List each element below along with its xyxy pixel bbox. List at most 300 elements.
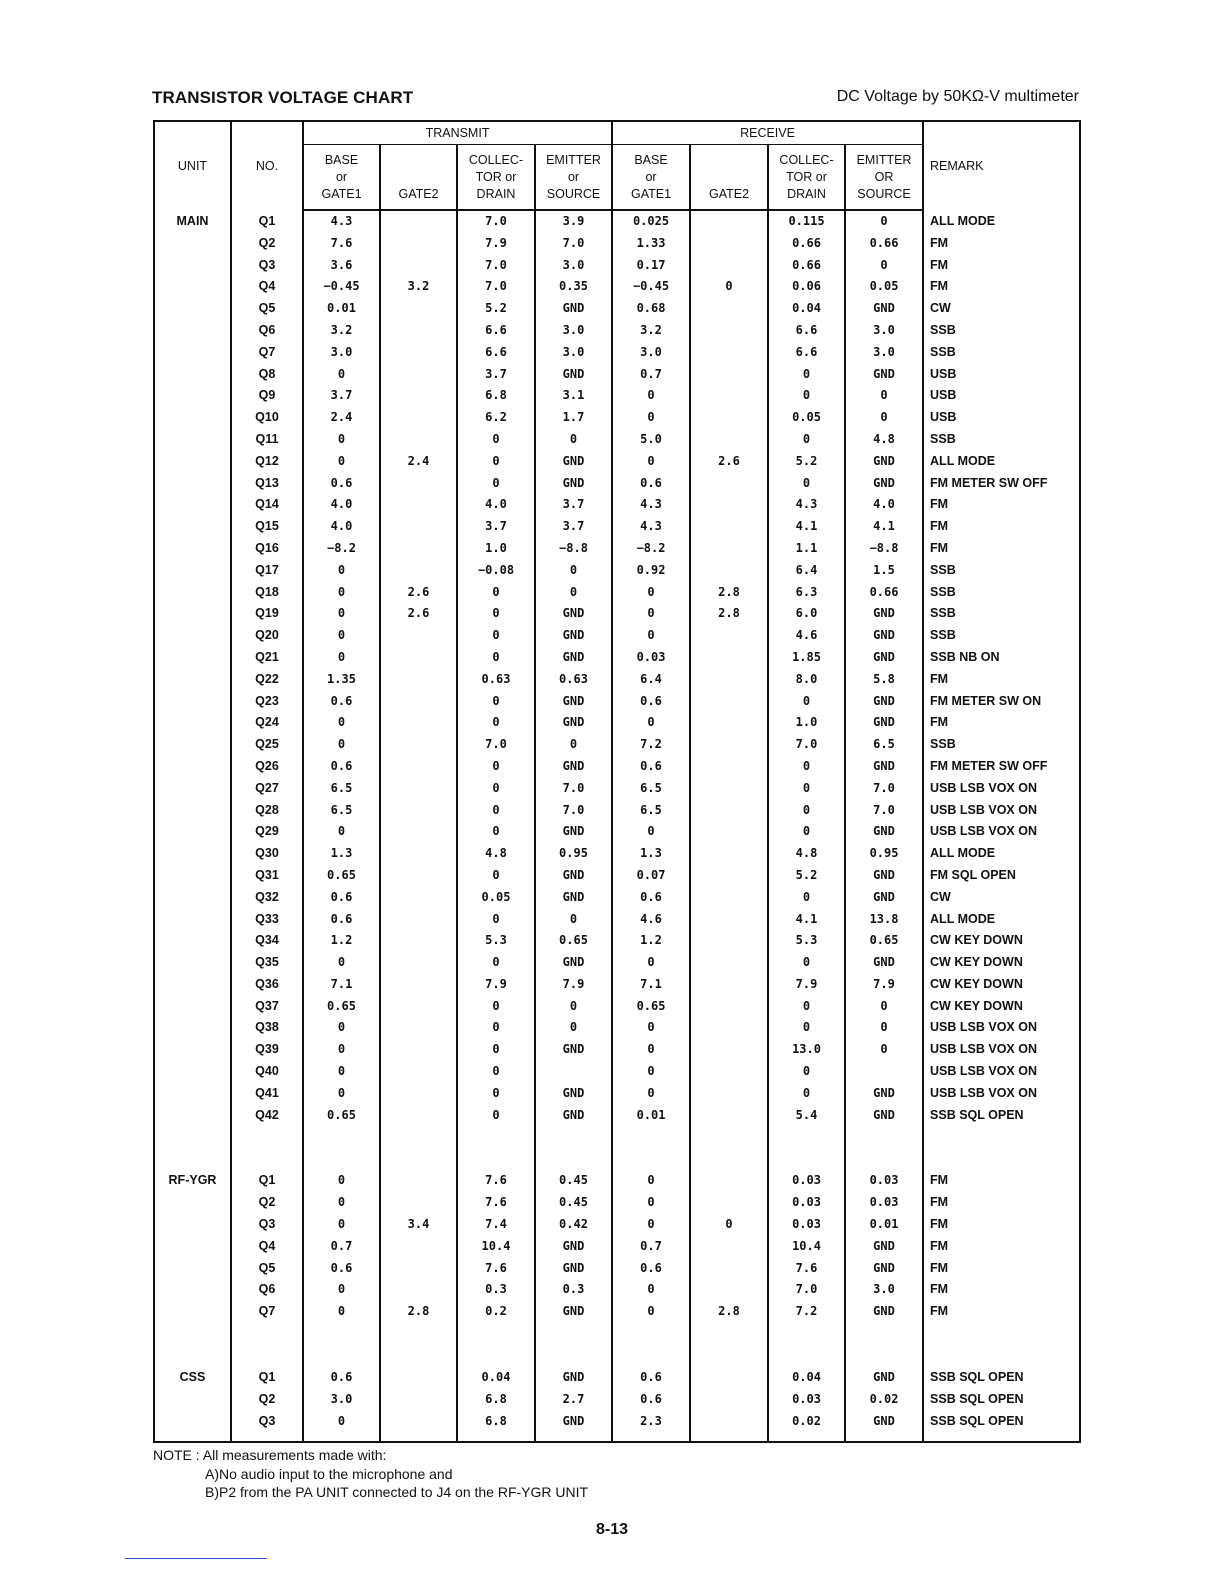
tx-collector: 5.3 <box>457 930 535 952</box>
rx-emitter: GND <box>845 647 923 669</box>
rx-base: 1.3 <box>612 843 690 865</box>
tx-gate2 <box>380 756 457 778</box>
unit-cell <box>154 887 231 909</box>
rx-collector: 6.0 <box>768 603 845 625</box>
tx-collector: 7.6 <box>457 1258 535 1280</box>
rx-base: 0.07 <box>612 865 690 887</box>
tx-gate2 <box>380 1105 457 1127</box>
header-receive: RECEIVE <box>612 121 923 145</box>
table-row <box>154 952 1080 974</box>
tx-base: 0 <box>303 712 380 734</box>
transistor-no: Q25 <box>231 734 303 756</box>
header-no: NO. <box>231 121 303 210</box>
tx-collector: 0 <box>457 1039 535 1061</box>
tx-collector: 6.8 <box>457 1411 535 1442</box>
table-row <box>154 233 1080 255</box>
rx-base: 0.68 <box>612 298 690 320</box>
tx-emitter: GND <box>535 1039 612 1061</box>
unit-cell <box>154 385 231 407</box>
remark-cell: CW KEY DOWN <box>923 952 1080 974</box>
rx-emitter: GND <box>845 887 923 909</box>
rx-collector: 0 <box>768 691 845 713</box>
tx-gate2: 2.4 <box>380 451 457 473</box>
remark-cell: SSB <box>923 734 1080 756</box>
rx-collector: 0.03 <box>768 1192 845 1214</box>
empty-cell <box>612 1126 690 1170</box>
tx-base: 0.01 <box>303 298 380 320</box>
rx-collector: 7.6 <box>768 1258 845 1280</box>
tx-emitter: GND <box>535 647 612 669</box>
rx-base: 4.3 <box>612 516 690 538</box>
remark-cell: USB <box>923 385 1080 407</box>
rx-collector: 7.2 <box>768 1301 845 1323</box>
rx-gate2 <box>690 429 768 451</box>
rx-gate2 <box>690 778 768 800</box>
rx-gate2: 2.6 <box>690 451 768 473</box>
transistor-no: Q39 <box>231 1039 303 1061</box>
tx-base: 0.6 <box>303 691 380 713</box>
rx-base: 0.17 <box>612 255 690 277</box>
remark-cell: USB LSB VOX ON <box>923 1061 1080 1083</box>
rx-base: 0 <box>612 385 690 407</box>
tx-emitter: 3.7 <box>535 516 612 538</box>
remark-cell: FM <box>923 494 1080 516</box>
tx-emitter: 0.45 <box>535 1192 612 1214</box>
rx-base: 0 <box>612 1279 690 1301</box>
tx-collector: 0 <box>457 625 535 647</box>
unit-cell <box>154 930 231 952</box>
tx-base: 0.7 <box>303 1236 380 1258</box>
tx-gate2 <box>380 385 457 407</box>
rx-base: 0.7 <box>612 364 690 386</box>
unit-cell <box>154 996 231 1018</box>
note-heading: NOTE : All measurements made with: <box>153 1447 387 1463</box>
rx-emitter: 0.66 <box>845 233 923 255</box>
transistor-no: Q4 <box>231 1236 303 1258</box>
tx-collector: 0 <box>457 756 535 778</box>
rx-base: 0 <box>612 1301 690 1323</box>
tx-emitter: GND <box>535 451 612 473</box>
unit-cell <box>154 407 231 429</box>
remark-cell: FM <box>923 669 1080 691</box>
remark-cell: FM <box>923 276 1080 298</box>
rx-collector: 7.9 <box>768 974 845 996</box>
tx-emitter: −8.8 <box>535 538 612 560</box>
rx-collector: 0.02 <box>768 1411 845 1442</box>
tx-base: 0 <box>303 429 380 451</box>
tx-emitter: 0.42 <box>535 1214 612 1236</box>
tx-collector: 6.8 <box>457 385 535 407</box>
tx-base: 0.65 <box>303 996 380 1018</box>
spacer-row <box>154 1126 1080 1170</box>
table-row <box>154 494 1080 516</box>
tx-emitter: GND <box>535 473 612 495</box>
table-row <box>154 778 1080 800</box>
rx-collector: 0.04 <box>768 1367 845 1389</box>
tx-base: 3.0 <box>303 1389 380 1411</box>
rx-gate2 <box>690 1258 768 1280</box>
rx-gate2: 2.8 <box>690 1301 768 1323</box>
unit-cell <box>154 778 231 800</box>
unit-cell <box>154 473 231 495</box>
rx-gate2: 0 <box>690 276 768 298</box>
tx-emitter: 3.0 <box>535 320 612 342</box>
unit-cell <box>154 909 231 931</box>
remark-cell: ALL MODE <box>923 843 1080 865</box>
tx-gate2 <box>380 1367 457 1389</box>
transistor-no: Q40 <box>231 1061 303 1083</box>
tx-base: 6.5 <box>303 778 380 800</box>
tx-emitter: GND <box>535 1301 612 1323</box>
tx-collector: 0 <box>457 603 535 625</box>
rx-gate2 <box>690 1083 768 1105</box>
rx-gate2 <box>690 1017 768 1039</box>
remark-cell: ALL MODE <box>923 909 1080 931</box>
unit-cell <box>154 865 231 887</box>
tx-emitter: 0 <box>535 734 612 756</box>
remark-cell: FM <box>923 1279 1080 1301</box>
tx-base: 0.65 <box>303 1105 380 1127</box>
rx-emitter: 0.65 <box>845 930 923 952</box>
tx-base: 0.6 <box>303 887 380 909</box>
unit-cell: MAIN <box>154 210 231 233</box>
tx-base: −0.45 <box>303 276 380 298</box>
rx-emitter: GND <box>845 473 923 495</box>
tx-collector: 0.04 <box>457 1367 535 1389</box>
tx-gate2 <box>380 778 457 800</box>
rx-emitter: 0.95 <box>845 843 923 865</box>
table-row <box>154 865 1080 887</box>
tx-base: 7.6 <box>303 233 380 255</box>
tx-gate2 <box>380 821 457 843</box>
transistor-no: Q37 <box>231 996 303 1018</box>
unit-cell <box>154 843 231 865</box>
transistor-no: Q10 <box>231 407 303 429</box>
transistor-no: Q3 <box>231 1214 303 1236</box>
rx-base: 3.0 <box>612 342 690 364</box>
table-row <box>154 930 1080 952</box>
tx-emitter: GND <box>535 887 612 909</box>
rx-collector: 0.66 <box>768 233 845 255</box>
unit-cell <box>154 429 231 451</box>
transistor-no: Q34 <box>231 930 303 952</box>
remark-cell: SSB SQL OPEN <box>923 1411 1080 1442</box>
rx-base: 0 <box>612 451 690 473</box>
unit-cell <box>154 516 231 538</box>
remark-cell: FM METER SW OFF <box>923 473 1080 495</box>
tx-base: 0.6 <box>303 1367 380 1389</box>
rx-gate2 <box>690 909 768 931</box>
transistor-no: Q17 <box>231 560 303 582</box>
table-row <box>154 1105 1080 1127</box>
tx-gate2 <box>380 887 457 909</box>
rx-gate2 <box>690 385 768 407</box>
rx-gate2 <box>690 1170 768 1192</box>
remark-cell: CW <box>923 887 1080 909</box>
unit-cell <box>154 1061 231 1083</box>
rx-collector: 0.03 <box>768 1389 845 1411</box>
tx-emitter: GND <box>535 865 612 887</box>
rx-collector: 1.0 <box>768 712 845 734</box>
rx-gate2 <box>690 756 768 778</box>
unit-cell <box>154 1411 231 1442</box>
unit-cell <box>154 342 231 364</box>
table-row <box>154 1389 1080 1411</box>
rx-base: 1.33 <box>612 233 690 255</box>
tx-emitter: 7.0 <box>535 800 612 822</box>
table-row <box>154 276 1080 298</box>
rx-collector: 4.3 <box>768 494 845 516</box>
header-rx-emitter: EMITTER OR SOURCE <box>845 145 923 211</box>
rx-emitter: 0 <box>845 385 923 407</box>
table-row <box>154 582 1080 604</box>
transistor-no: Q18 <box>231 582 303 604</box>
rx-emitter: 0.66 <box>845 582 923 604</box>
unit-cell <box>154 538 231 560</box>
transistor-voltage-table <box>153 120 1081 1443</box>
remark-cell: CW KEY DOWN <box>923 996 1080 1018</box>
tx-gate2 <box>380 843 457 865</box>
rx-base: 4.3 <box>612 494 690 516</box>
transistor-no: Q24 <box>231 712 303 734</box>
rx-collector: 4.1 <box>768 516 845 538</box>
transistor-no: Q41 <box>231 1083 303 1105</box>
tx-base: 0 <box>303 582 380 604</box>
rx-collector: 0 <box>768 821 845 843</box>
empty-cell <box>231 1323 303 1367</box>
rx-collector: 0 <box>768 1083 845 1105</box>
tx-collector: 7.9 <box>457 233 535 255</box>
empty-cell <box>457 1126 535 1170</box>
rx-collector: 0.04 <box>768 298 845 320</box>
rx-gate2 <box>690 843 768 865</box>
tx-base: 1.3 <box>303 843 380 865</box>
tx-collector: 0.2 <box>457 1301 535 1323</box>
rx-collector: 5.3 <box>768 930 845 952</box>
tx-base: 0 <box>303 1411 380 1442</box>
tx-gate2 <box>380 298 457 320</box>
rx-emitter: GND <box>845 756 923 778</box>
remark-cell: FM <box>923 1236 1080 1258</box>
table-row <box>154 1170 1080 1192</box>
rx-gate2: 2.8 <box>690 603 768 625</box>
unit-cell <box>154 451 231 473</box>
table-row <box>154 451 1080 473</box>
rx-emitter: 4.8 <box>845 429 923 451</box>
rx-gate2 <box>690 473 768 495</box>
transistor-no: Q35 <box>231 952 303 974</box>
table-row <box>154 255 1080 277</box>
rx-emitter: 0.03 <box>845 1170 923 1192</box>
tx-emitter: 0.95 <box>535 843 612 865</box>
tx-gate2 <box>380 1411 457 1442</box>
tx-emitter: GND <box>535 603 612 625</box>
tx-collector: 0.63 <box>457 669 535 691</box>
unit-cell <box>154 1258 231 1280</box>
transistor-no: Q26 <box>231 756 303 778</box>
rx-emitter: GND <box>845 1301 923 1323</box>
tx-collector: 0 <box>457 778 535 800</box>
rx-gate2 <box>690 298 768 320</box>
page-subtitle: DC Voltage by 50KΩ-V multimeter <box>836 88 1079 105</box>
tx-emitter: 2.7 <box>535 1389 612 1411</box>
tx-collector: 7.9 <box>457 974 535 996</box>
remark-cell: SSB <box>923 342 1080 364</box>
tx-base: 0 <box>303 647 380 669</box>
remark-cell: USB LSB VOX ON <box>923 1017 1080 1039</box>
tx-base: 0 <box>303 625 380 647</box>
rx-emitter: GND <box>845 1258 923 1280</box>
tx-emitter: GND <box>535 625 612 647</box>
rx-gate2 <box>690 821 768 843</box>
rx-base: 0.01 <box>612 1105 690 1127</box>
remark-cell: USB LSB VOX ON <box>923 821 1080 843</box>
rx-gate2 <box>690 734 768 756</box>
tx-emitter: 3.9 <box>535 210 612 233</box>
transistor-no: Q42 <box>231 1105 303 1127</box>
tx-base: 0 <box>303 451 380 473</box>
table-row <box>154 1236 1080 1258</box>
header-tx-base: BASE or GATE1 <box>303 145 380 211</box>
tx-gate2 <box>380 473 457 495</box>
table-row <box>154 1039 1080 1061</box>
page-title: TRANSISTOR VOLTAGE CHART <box>152 88 414 107</box>
rx-gate2 <box>690 210 768 233</box>
tx-gate2 <box>380 494 457 516</box>
rx-gate2 <box>690 1411 768 1442</box>
transistor-no: Q5 <box>231 1258 303 1280</box>
rx-emitter: 0.02 <box>845 1389 923 1411</box>
rx-collector: 0 <box>768 364 845 386</box>
rx-gate2 <box>690 233 768 255</box>
tx-gate2 <box>380 516 457 538</box>
tx-base: 0 <box>303 560 380 582</box>
tx-base: −8.2 <box>303 538 380 560</box>
rx-collector: 1.85 <box>768 647 845 669</box>
tx-emitter: 7.0 <box>535 778 612 800</box>
rx-emitter: GND <box>845 952 923 974</box>
table-row <box>154 1301 1080 1323</box>
rx-base: 0 <box>612 603 690 625</box>
tx-collector: 0 <box>457 996 535 1018</box>
tx-gate2 <box>380 865 457 887</box>
page-number: 8-13 <box>595 1521 629 1538</box>
rx-gate2 <box>690 974 768 996</box>
header-tx-collector: COLLEC- TOR or DRAIN <box>457 145 535 211</box>
tx-collector: 10.4 <box>457 1236 535 1258</box>
tx-collector: 7.0 <box>457 276 535 298</box>
unit-cell <box>154 952 231 974</box>
rx-gate2 <box>690 1389 768 1411</box>
tx-collector: 0 <box>457 647 535 669</box>
tx-collector: 4.8 <box>457 843 535 865</box>
rx-base: 0 <box>612 1061 690 1083</box>
tx-gate2 <box>380 210 457 233</box>
empty-cell <box>612 1323 690 1367</box>
tx-gate2 <box>380 996 457 1018</box>
rx-collector: 8.0 <box>768 669 845 691</box>
tx-emitter: 7.9 <box>535 974 612 996</box>
empty-cell <box>535 1126 612 1170</box>
rx-gate2 <box>690 538 768 560</box>
table-row <box>154 974 1080 996</box>
tx-gate2 <box>380 647 457 669</box>
rx-collector: 6.4 <box>768 560 845 582</box>
rx-emitter: 3.0 <box>845 1279 923 1301</box>
unit-cell <box>154 821 231 843</box>
transistor-no: Q22 <box>231 669 303 691</box>
tx-collector: 0.3 <box>457 1279 535 1301</box>
remark-cell: FM METER SW ON <box>923 691 1080 713</box>
transistor-no: Q7 <box>231 1301 303 1323</box>
transistor-no: Q28 <box>231 800 303 822</box>
tx-gate2 <box>380 930 457 952</box>
rx-gate2: 2.8 <box>690 582 768 604</box>
rx-gate2 <box>690 691 768 713</box>
tx-gate2 <box>380 952 457 974</box>
rx-gate2 <box>690 952 768 974</box>
rx-base: 0 <box>612 821 690 843</box>
remark-cell: FM <box>923 233 1080 255</box>
tx-collector: 0.05 <box>457 887 535 909</box>
transistor-no: Q13 <box>231 473 303 495</box>
tx-collector: 7.6 <box>457 1170 535 1192</box>
tx-base: 3.0 <box>303 342 380 364</box>
transistor-no: Q20 <box>231 625 303 647</box>
tx-collector: 0 <box>457 582 535 604</box>
table-row <box>154 1279 1080 1301</box>
rx-collector: 0 <box>768 756 845 778</box>
tx-gate2: 3.4 <box>380 1214 457 1236</box>
tx-collector: 3.7 <box>457 516 535 538</box>
tx-emitter: 3.1 <box>535 385 612 407</box>
rx-emitter: GND <box>845 364 923 386</box>
table-row <box>154 1083 1080 1105</box>
remark-cell: SSB SQL OPEN <box>923 1105 1080 1127</box>
remark-cell: FM <box>923 1301 1080 1323</box>
unit-cell <box>154 1192 231 1214</box>
rx-emitter: 5.8 <box>845 669 923 691</box>
transistor-no: Q3 <box>231 1411 303 1442</box>
tx-emitter: 0 <box>535 429 612 451</box>
tx-emitter: 0 <box>535 560 612 582</box>
rx-base: 7.2 <box>612 734 690 756</box>
unit-cell <box>154 800 231 822</box>
rx-collector: 0.03 <box>768 1170 845 1192</box>
tx-gate2 <box>380 1389 457 1411</box>
transistor-no: Q23 <box>231 691 303 713</box>
remark-cell: ALL MODE <box>923 210 1080 233</box>
unit-cell <box>154 669 231 691</box>
rx-collector: 1.1 <box>768 538 845 560</box>
empty-cell <box>231 1126 303 1170</box>
tx-base: 3.7 <box>303 385 380 407</box>
tx-collector: 0 <box>457 712 535 734</box>
tx-gate2: 2.6 <box>380 603 457 625</box>
empty-cell <box>923 1323 1080 1367</box>
empty-cell <box>154 1323 231 1367</box>
tx-collector: 0 <box>457 952 535 974</box>
remark-cell: SSB <box>923 582 1080 604</box>
tx-gate2 <box>380 712 457 734</box>
rx-collector: 0 <box>768 473 845 495</box>
transistor-no: Q4 <box>231 276 303 298</box>
tx-collector: 0 <box>457 473 535 495</box>
table-row <box>154 210 1080 233</box>
unit-cell <box>154 1017 231 1039</box>
rx-emitter: 0 <box>845 255 923 277</box>
tx-collector: −0.08 <box>457 560 535 582</box>
